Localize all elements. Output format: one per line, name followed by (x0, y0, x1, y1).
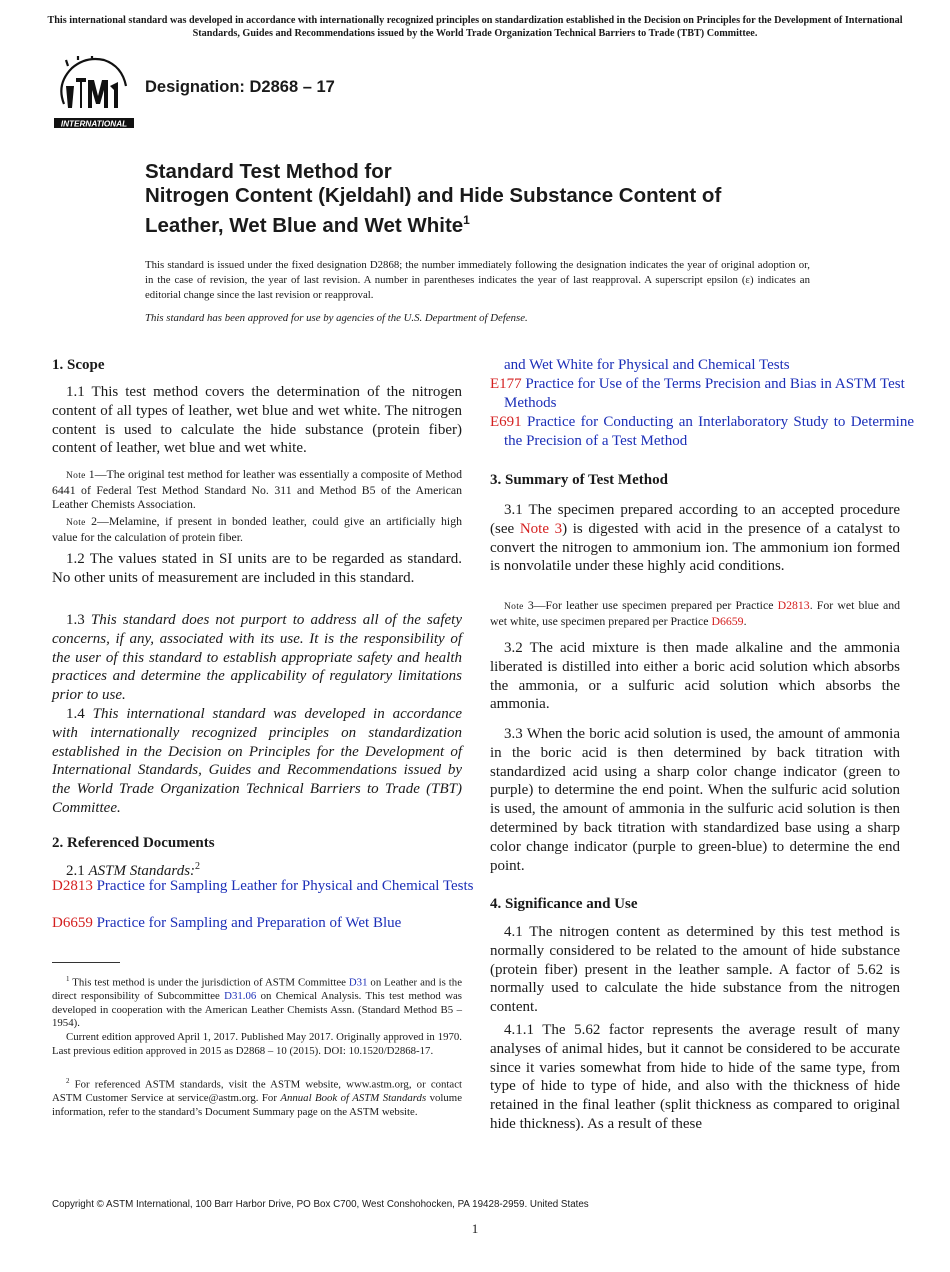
footnote-2-a: For referenced ASTM standards, visit the ASTM website, www.astm.org, or contact ASTM Customer Service at service@astm.org. For (52, 1078, 462, 1105)
ref-item-e177[interactable] (490, 375, 914, 413)
title-line-3 (145, 208, 885, 238)
note-1 (52, 467, 462, 511)
note-3-label: Note (504, 602, 524, 612)
d2813-link[interactable]: D2813 (777, 598, 810, 612)
footnote-1-b: on Leather and is the direct responsibility of Subcommittee (52, 976, 462, 1003)
ref-title[interactable]: Practice for Sampling Leather for Physical and Chemical Tests (96, 878, 474, 894)
ref-title[interactable]: and Wet White for Physical and Chemical Tests (504, 357, 790, 373)
scope-1-3-text: This standard does not purport to address all of the safety concerns, if any, associated with its use. It is the responsibility of the user of this standard to establish appropriate safety and health practices and determine the applicability of regulatory limitations prior to use. (52, 612, 463, 704)
scope-1-4-text: This international standard was developed in accordance with internationally recognized principles on standardization established in the Decision on Principles for the Development of International Standards, Guides and Recommendations issued by the World Trade Organization Technical Barriers to Trade (TBT) Committee. (52, 706, 463, 816)
summary-3-1-b: ) is digested with acid in the presence of a catalyst to convert the nitrogen to ammonium ion. The ammonium ion formed is nonvolatile under these highly acid conditions. (490, 520, 900, 575)
ref-title[interactable]: Practice for Use of the Terms Precision and Bias in ASTM Test Methods (504, 376, 905, 411)
references-heading: 2. Referenced Documents (52, 835, 215, 851)
ref-title[interactable]: Practice for Sampling and Preparation of Wet Blue (96, 915, 402, 931)
title-line-3-text: Leather, Wet Blue and Wet White (145, 213, 464, 237)
issuance-statement: This standard is issued under the fixed designation D2868; the number immediately following the designation indicates the year of original adoption or, in the case of revision, the year of last revision. A number in parentheses indicates the year of last reapproval. A superscript epsilon (ε) indicates an editorial change since the last revision or reapproval. (145, 259, 810, 301)
designation: Designation: D2868 – 17 (145, 78, 335, 96)
title-footnote-mark: 1 (463, 213, 470, 227)
header-notice: This international standard was developed in accordance with internationally recognized principles on standardization established in the Decision on Principles for the Development of International Standards, Guides and Recommendations issued by the World Trade Organization Technical Barriers to Trade (TBT) Committee. (47, 15, 903, 39)
footnote-2-italic: Annual Book of ASTM Standards (280, 1092, 427, 1105)
footnote-1-edition: Current edition approved April 1, 2017. Published May 2017. Originally approved in 1970. Last previous edition approved in 2015 as D2868 – 10 (2015). DOI: 10.1520/D2868-17. (52, 1031, 462, 1057)
scope-1-4-num: 1.4 (66, 706, 93, 722)
footnote-divider (52, 962, 120, 963)
note-3-c: . (743, 614, 747, 628)
d31-link[interactable]: D31 (348, 976, 368, 989)
significance-4-1-1: 4.1.1 The 5.62 factor represents the average result of many analyses of animal hides, but it cannot be considered to be accurate since it varies somewhat from hide to hide of the same type, from type of hide to type of hide, and also with the thickness of hide retained in the final leather (split thickness as compared to original hide thickness). As a result of these (490, 1022, 900, 1132)
note-2-label: Note (66, 518, 86, 528)
ref-code[interactable]: E691 (490, 414, 522, 430)
footnote-2-b: volume information, refer to the standard’s Document Summary page on the ASTM website. (52, 1092, 462, 1118)
summary-heading: 3. Summary of Test Method (490, 472, 668, 488)
scope-1-3-num: 1.3 (66, 612, 91, 628)
note-3 (490, 598, 900, 628)
footnote-1 (52, 973, 462, 1031)
footnote-1-a: This test method is under the jurisdiction of ASTM Committee (69, 976, 349, 989)
scope-1-4 (52, 705, 462, 818)
ref-item-d6659[interactable] (52, 914, 476, 933)
note-3-b: . For wet blue and wet white, use specimen prepared per Practice (490, 598, 900, 628)
ref-code[interactable]: D2813 (52, 878, 93, 894)
ref-item-e691[interactable] (490, 413, 914, 451)
title-line-1: Standard Test Method for (145, 160, 392, 183)
ref-title[interactable]: Practice for Conducting an Interlaboratory Study to Determine the Precision of a Test Method (504, 414, 915, 449)
title-line-2: Nitrogen Content (Kjeldahl) and Hide Substance Content of (145, 184, 722, 207)
scope-1-3 (52, 611, 462, 705)
copyright: Copyright © ASTM International, 100 Barr Harbor Drive, PO Box C700, West Conshohocken, PA 19428-2959. United States (52, 1199, 589, 1210)
page-number: 1 (471, 1221, 479, 1236)
references-2-1-num: 2.1 (66, 863, 89, 879)
summary-3-3: 3.3 When the boric acid solution is used, the amount of ammonia in the boric acid is then determined by back titration with standardized acid using a sharp color change indicator (green to purple) to determine the end point. When the sulfuric acid solution is used, the amount of ammonia in the sulfuric acid solution is then determined by back titration with standardized base using a sharp color change indicator (purple to green-blue) to determine the end point. (490, 726, 900, 874)
ref-code[interactable]: D6659 (52, 915, 93, 931)
astm-logo (52, 56, 134, 132)
document-title (145, 160, 885, 238)
ref-item-d6659-cont[interactable] (490, 356, 914, 375)
scope-heading: 1. Scope (52, 357, 105, 373)
scope-1-2: 1.2 The values stated in SI units are to be regarded as standard. No other units of measurement are included in this standard. (52, 551, 462, 586)
note-2 (52, 514, 462, 544)
footnote-2-mark: 2 (66, 1077, 70, 1085)
footnote-1-c: on Chemical Analysis. This test method was developed in cooperation with the American Leather Chemists Assn. (Standard Method B5 – 1954). (52, 990, 462, 1030)
footnote-2 (52, 1075, 462, 1119)
note-2-text: 2—Melamine, if present in bonded leather, could give an artificially high value for the calculation of protein fiber. (52, 514, 462, 544)
ref-item-d2813[interactable] (52, 877, 476, 896)
footnote-1-mark: 1 (66, 975, 70, 983)
note-1-text: 1—The original test method for leather was essentially a composite of Method 6441 of Federal Test Method Standard No. 311 and Method B5 of the American Leather Chemists Association. (52, 467, 462, 511)
summary-3-1-a: 3.1 The specimen prepared according to an accepted procedure (see (490, 502, 900, 537)
logo-text: INTERNATIONAL (60, 119, 128, 129)
astm-standards-label: ASTM Standards: (88, 863, 196, 879)
significance-heading: 4. Significance and Use (490, 896, 638, 912)
references-footnote-mark: 2 (195, 861, 201, 872)
significance-4-1: 4.1 The nitrogen content as determined by this test method is normally considered to be related to the amount of hide substance (protein fiber) present in the leather sample. A factor of 5.62 is normally used to calculate the hide substance from the nitrogen content. (490, 924, 900, 1016)
scope-1-1: 1.1 This test method covers the determination of the nitrogen content of all types of leather, wet blue and wet white. The nitrogen content is used to calculate the hide substance (protein fiber) content of leather, wet blue and wet white. (52, 384, 462, 457)
d6659-link[interactable]: D6659 (711, 614, 744, 628)
note-1-label: Note (66, 471, 86, 481)
summary-3-1 (490, 501, 900, 576)
d31-06-link[interactable]: D31.06 (224, 990, 257, 1003)
summary-3-2: 3.2 The acid mixture is then made alkaline and the ammonia liberated is distilled into either a boric acid solution which absorbs the ammonia, or a sulfuric acid solution which absorbs the ammonia. (490, 640, 900, 713)
ref-code[interactable]: E177 (490, 376, 522, 392)
note-3-link[interactable]: Note 3 (519, 520, 563, 537)
dod-notice: This standard has been approved for use by agencies of the U.S. Department of Defense. (145, 312, 528, 324)
note-3-a: 3—For leather use specimen prepared per Practice (523, 598, 778, 612)
